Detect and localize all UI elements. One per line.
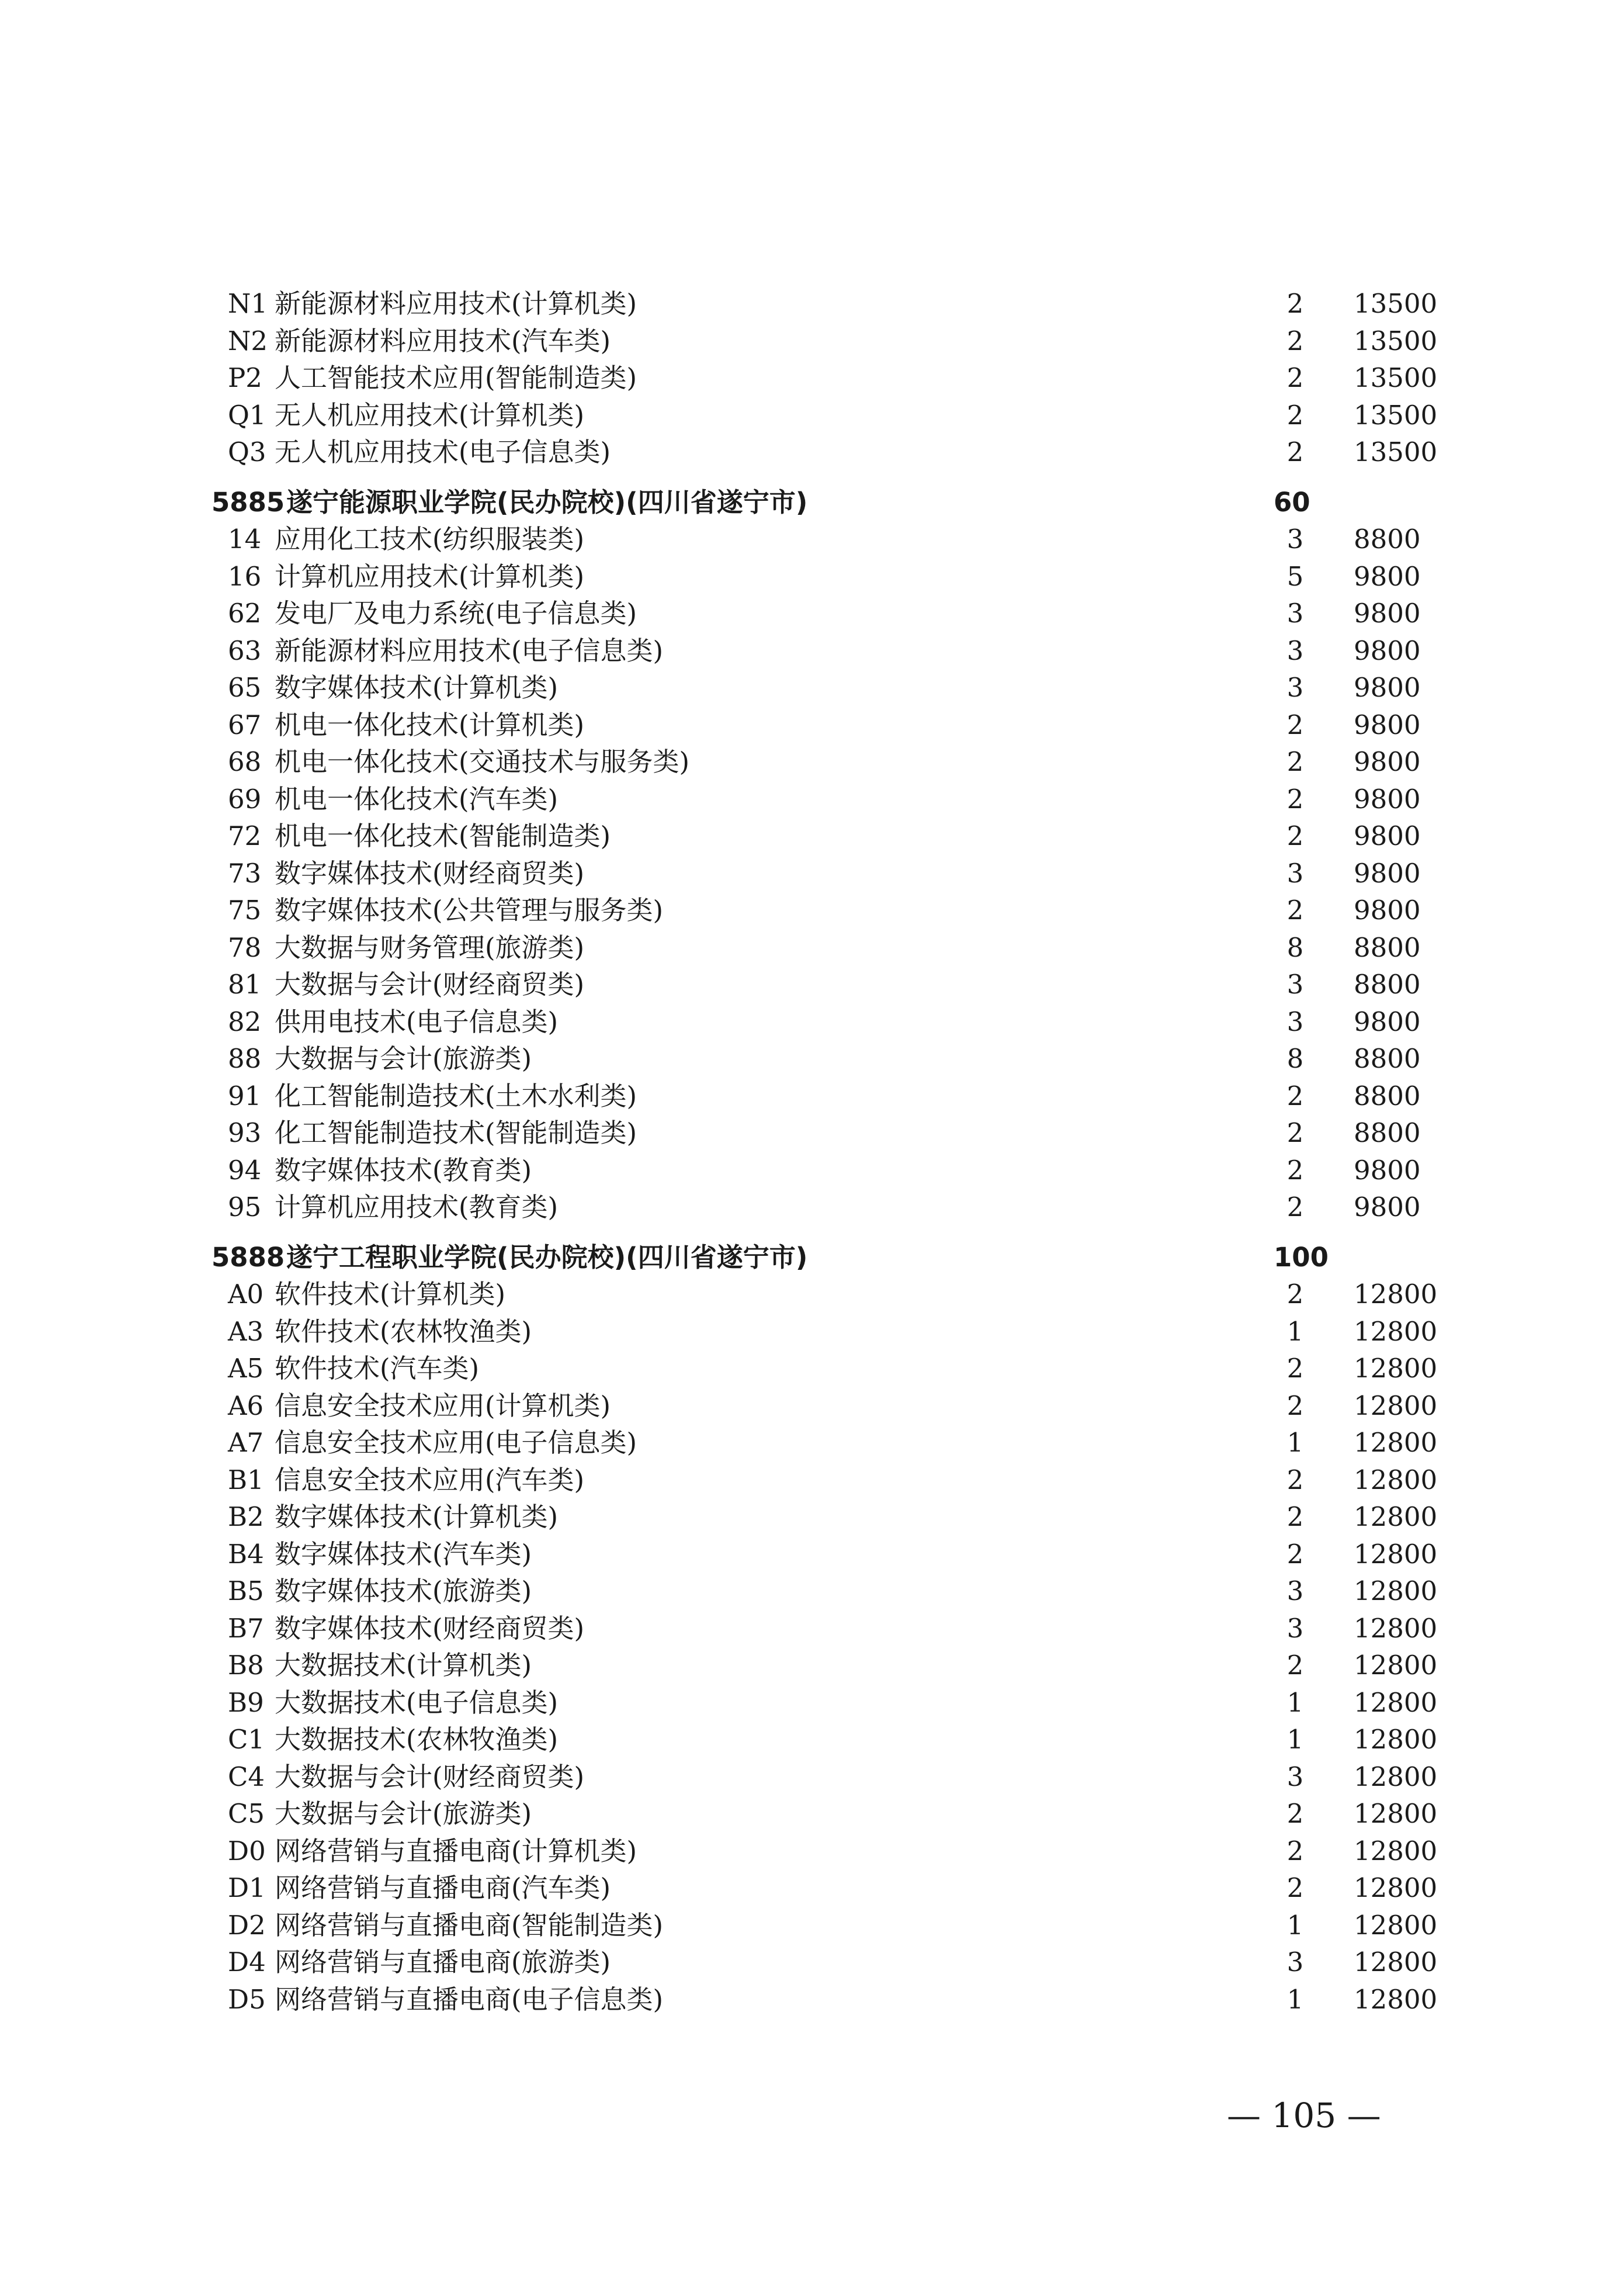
major-code: 91 (228, 1080, 262, 1111)
plan-count: 8 (1286, 1043, 1304, 1074)
major-code: 95 (228, 1192, 262, 1223)
major-name: 新能源材料应用技术(计算机类) (275, 288, 637, 319)
major-name: 数字媒体技术(旅游类) (275, 1575, 532, 1606)
major-name: 数字媒体技术(教育类) (275, 1154, 532, 1186)
tuition-fee: 8800 (1354, 524, 1421, 555)
major-code: 82 (228, 1006, 262, 1037)
page-number: — 105 — (1227, 2096, 1381, 2135)
tuition-fee: 12800 (1354, 1575, 1438, 1606)
plan-count: 2 (1286, 1117, 1304, 1148)
major-name: 网络营销与直播电商(智能制造类) (275, 1909, 664, 1941)
major-row (211, 595, 1459, 632)
major-code: 72 (228, 820, 262, 851)
major-row (211, 1573, 1459, 1610)
major-code: D4 (228, 1947, 266, 1978)
school-total: 100 (1274, 1241, 1329, 1273)
major-row (211, 1003, 1459, 1041)
major-code: 14 (228, 524, 262, 555)
major-name: 信息安全技术应用(计算机类) (275, 1390, 611, 1421)
major-code: A6 (228, 1390, 264, 1421)
plan-count: 2 (1286, 895, 1304, 926)
major-name: 网络营销与直播电商(旅游类) (275, 1947, 611, 1978)
major-row (211, 966, 1459, 1003)
tuition-fee: 12800 (1354, 1464, 1438, 1495)
major-name: 大数据与会计(旅游类) (275, 1043, 532, 1074)
major-row (211, 1189, 1459, 1226)
major-row (211, 1647, 1459, 1684)
tuition-fee: 12800 (1354, 1612, 1438, 1644)
tuition-fee: 12800 (1354, 1761, 1438, 1792)
major-name: 软件技术(农林牧渔类) (275, 1315, 532, 1347)
major-name: 软件技术(汽车类) (275, 1353, 480, 1384)
tuition-fee: 12800 (1354, 1872, 1438, 1903)
major-row (211, 707, 1459, 744)
major-name: 供用电技术(电子信息类) (275, 1006, 559, 1037)
major-row (211, 632, 1459, 670)
major-row (211, 1833, 1459, 1870)
major-name: 网络营销与直播电商(电子信息类) (275, 1983, 664, 2015)
major-row (211, 1536, 1459, 1573)
tuition-fee: 9800 (1354, 709, 1421, 740)
plan-count: 2 (1286, 437, 1304, 467)
admission-plan-list (211, 285, 1459, 2018)
major-row (211, 521, 1459, 558)
major-code: 73 (228, 857, 262, 889)
tuition-fee: 9800 (1354, 1154, 1421, 1186)
major-row (211, 1795, 1459, 1833)
major-row (211, 1610, 1459, 1647)
tuition-fee: 12800 (1354, 1724, 1438, 1755)
major-row (211, 781, 1459, 818)
plan-count: 3 (1286, 1947, 1304, 1978)
major-code: D2 (228, 1909, 266, 1941)
tuition-fee: 9800 (1354, 560, 1421, 592)
major-code: B9 (228, 1686, 264, 1718)
major-code: 63 (228, 635, 262, 666)
tuition-fee: 12800 (1354, 1501, 1438, 1532)
major-name: 信息安全技术应用(汽车类) (275, 1464, 585, 1495)
major-code: P2 (228, 362, 262, 393)
major-code: C5 (228, 1798, 265, 1829)
tuition-fee: 9800 (1354, 1192, 1421, 1223)
major-code: C4 (228, 1761, 265, 1792)
major-name: 大数据与会计(旅游类) (275, 1798, 532, 1829)
major-name: 无人机应用技术(电子信息类) (275, 437, 611, 467)
plan-count: 2 (1286, 325, 1304, 356)
major-name: 网络营销与直播电商(计算机类) (275, 1835, 637, 1866)
plan-count: 2 (1286, 1650, 1304, 1681)
major-name: 数字媒体技术(计算机类) (275, 672, 559, 703)
plan-count: 2 (1286, 1080, 1304, 1111)
tuition-fee: 12800 (1354, 1686, 1438, 1718)
major-name: 人工智能技术应用(智能制造类) (275, 362, 637, 393)
major-row (211, 1721, 1459, 1758)
tuition-fee: 8800 (1354, 931, 1421, 963)
major-code: D5 (228, 1983, 266, 2015)
tuition-fee: 9800 (1354, 783, 1421, 815)
major-name: 数字媒体技术(财经商贸类) (275, 1612, 585, 1644)
major-code: 81 (228, 969, 262, 1000)
major-row (211, 1313, 1459, 1350)
tuition-fee: 12800 (1354, 1983, 1438, 2015)
major-row (211, 1350, 1459, 1387)
tuition-fee: 9800 (1354, 857, 1421, 889)
plan-count: 1 (1286, 1315, 1304, 1347)
major-row (211, 743, 1459, 781)
tuition-fee: 13500 (1354, 399, 1438, 431)
major-code: 94 (228, 1154, 262, 1186)
major-name: 机电一体化技术(交通技术与服务类) (275, 746, 690, 777)
major-name: 新能源材料应用技术(汽车类) (275, 325, 611, 356)
school-header (211, 1239, 1459, 1276)
plan-count: 3 (1286, 1612, 1304, 1644)
major-name: 大数据与会计(财经商贸类) (275, 1761, 585, 1792)
plan-count: 3 (1286, 1575, 1304, 1606)
tuition-fee: 13500 (1354, 362, 1438, 393)
plan-count: 3 (1286, 524, 1304, 555)
major-name: 新能源材料应用技术(电子信息类) (275, 635, 664, 666)
tuition-fee: 9800 (1354, 672, 1421, 703)
major-name: 发电厂及电力系统(电子信息类) (275, 598, 637, 629)
tuition-fee: 12800 (1354, 1947, 1438, 1978)
major-row (211, 1498, 1459, 1536)
tuition-fee: 12800 (1354, 1279, 1438, 1310)
plan-count: 2 (1286, 288, 1304, 319)
tuition-fee: 9800 (1354, 895, 1421, 926)
plan-count: 2 (1286, 1279, 1304, 1310)
plan-count: 8 (1286, 931, 1304, 963)
major-code: B2 (228, 1501, 264, 1532)
major-row (211, 1981, 1459, 2018)
major-code: 69 (228, 783, 262, 815)
plan-count: 1 (1286, 1724, 1304, 1755)
tuition-fee: 12800 (1354, 1650, 1438, 1681)
major-code: B5 (228, 1575, 264, 1606)
major-name: 应用化工技术(纺织服装类) (275, 524, 585, 555)
major-code: N2 (228, 325, 268, 356)
plan-count: 1 (1286, 1983, 1304, 2015)
major-row (211, 1758, 1459, 1796)
major-row (211, 1907, 1459, 1944)
continued-rows (211, 285, 1459, 471)
tuition-fee: 13500 (1354, 325, 1438, 356)
plan-count: 1 (1286, 1686, 1304, 1718)
school-code: 5888 (211, 1241, 285, 1273)
major-code: N1 (228, 288, 268, 319)
major-row (211, 558, 1459, 595)
tuition-fee: 9800 (1354, 598, 1421, 629)
major-name: 大数据与财务管理(旅游类) (275, 931, 585, 963)
major-code: Q3 (228, 437, 266, 467)
tuition-fee: 8800 (1354, 1080, 1421, 1111)
plan-count: 3 (1286, 969, 1304, 1000)
major-code: D0 (228, 1835, 266, 1866)
major-name: 大数据技术(电子信息类) (275, 1686, 559, 1718)
major-row (211, 434, 1459, 471)
major-name: 化工智能制造技术(土木水利类) (275, 1080, 637, 1111)
major-code: B8 (228, 1650, 264, 1681)
major-row (211, 1276, 1459, 1313)
major-name: 机电一体化技术(计算机类) (275, 709, 585, 740)
tuition-fee: 13500 (1354, 288, 1438, 319)
major-row (211, 1869, 1459, 1907)
tuition-fee: 12800 (1354, 1315, 1438, 1347)
plan-count: 2 (1286, 1872, 1304, 1903)
plan-count: 2 (1286, 1538, 1304, 1570)
major-code: B4 (228, 1538, 264, 1570)
major-row (211, 397, 1459, 434)
tuition-fee: 12800 (1354, 1427, 1438, 1458)
plan-count: 2 (1286, 820, 1304, 851)
major-row (211, 1387, 1459, 1425)
major-row (211, 1944, 1459, 1981)
tuition-fee: 8800 (1354, 969, 1421, 1000)
major-name: 大数据技术(计算机类) (275, 1650, 532, 1681)
plan-count: 2 (1286, 1154, 1304, 1186)
major-code: 65 (228, 672, 262, 703)
plan-count: 2 (1286, 1464, 1304, 1495)
major-name: 数字媒体技术(汽车类) (275, 1538, 532, 1570)
plan-count: 2 (1286, 746, 1304, 777)
plan-count: 1 (1286, 1909, 1304, 1941)
major-name: 化工智能制造技术(智能制造类) (275, 1117, 637, 1148)
tuition-fee: 8800 (1354, 1043, 1421, 1074)
tuition-fee: 12800 (1354, 1835, 1438, 1866)
plan-count: 2 (1286, 783, 1304, 815)
plan-count: 2 (1286, 1390, 1304, 1421)
major-code: A7 (228, 1427, 264, 1458)
major-row (211, 1114, 1459, 1152)
plan-count: 2 (1286, 1192, 1304, 1223)
school-name: 遂宁能源职业学院(民办院校)(四川省遂宁市) (286, 486, 808, 518)
plan-count: 2 (1286, 1798, 1304, 1829)
major-name: 机电一体化技术(汽车类) (275, 783, 559, 815)
plan-count: 3 (1286, 857, 1304, 889)
major-code: C1 (228, 1724, 265, 1755)
major-code: B7 (228, 1612, 264, 1644)
major-name: 机电一体化技术(智能制造类) (275, 820, 611, 851)
tuition-fee: 9800 (1354, 1006, 1421, 1037)
major-code: 68 (228, 746, 262, 777)
major-row (211, 1684, 1459, 1722)
plan-count: 3 (1286, 672, 1304, 703)
school-name: 遂宁工程职业学院(民办院校)(四川省遂宁市) (286, 1241, 808, 1273)
major-code: 75 (228, 895, 262, 926)
plan-count: 3 (1286, 635, 1304, 666)
major-code: 78 (228, 931, 262, 963)
major-name: 大数据与会计(财经商贸类) (275, 969, 585, 1000)
major-name: 计算机应用技术(教育类) (275, 1192, 559, 1223)
plan-count: 3 (1286, 1006, 1304, 1037)
major-name: 信息安全技术应用(电子信息类) (275, 1427, 637, 1458)
major-name: 计算机应用技术(计算机类) (275, 560, 585, 592)
major-name: 数字媒体技术(计算机类) (275, 1501, 559, 1532)
major-name: 软件技术(计算机类) (275, 1279, 506, 1310)
plan-count: 2 (1286, 362, 1304, 393)
plan-count: 2 (1286, 709, 1304, 740)
major-row (211, 1078, 1459, 1115)
plan-count: 1 (1286, 1427, 1304, 1458)
major-row (211, 892, 1459, 929)
plan-count: 3 (1286, 1761, 1304, 1792)
major-row (211, 359, 1459, 397)
major-code: A5 (228, 1353, 264, 1384)
major-row (211, 855, 1459, 892)
major-row (211, 1462, 1459, 1499)
major-code: A0 (228, 1279, 264, 1310)
tuition-fee: 13500 (1354, 437, 1438, 467)
school-total: 60 (1274, 486, 1310, 518)
major-code: 16 (228, 560, 262, 592)
major-code: Q1 (228, 399, 266, 431)
major-name: 无人机应用技术(计算机类) (275, 399, 585, 431)
plan-count: 2 (1286, 399, 1304, 431)
major-code: 88 (228, 1043, 262, 1074)
tuition-fee: 9800 (1354, 746, 1421, 777)
major-row (211, 929, 1459, 967)
plan-count: 2 (1286, 1501, 1304, 1532)
major-row (211, 669, 1459, 707)
tuition-fee: 9800 (1354, 820, 1421, 851)
tuition-fee: 8800 (1354, 1117, 1421, 1148)
plan-count: 3 (1286, 598, 1304, 629)
major-code: A3 (228, 1315, 264, 1347)
major-name: 数字媒体技术(公共管理与服务类) (275, 895, 664, 926)
major-row (211, 1152, 1459, 1189)
major-row (211, 818, 1459, 855)
major-name: 大数据技术(农林牧渔类) (275, 1724, 559, 1755)
major-name: 网络营销与直播电商(汽车类) (275, 1872, 611, 1903)
major-code: B1 (228, 1464, 264, 1495)
tuition-fee: 12800 (1354, 1909, 1438, 1941)
major-code: 62 (228, 598, 262, 629)
plan-count: 5 (1286, 560, 1304, 592)
tuition-fee: 12800 (1354, 1353, 1438, 1384)
tuition-fee: 12800 (1354, 1538, 1438, 1570)
school-header (211, 484, 1459, 521)
school-code: 5885 (211, 486, 285, 518)
major-row (211, 285, 1459, 323)
major-name: 数字媒体技术(财经商贸类) (275, 857, 585, 889)
major-code: D1 (228, 1872, 266, 1903)
major-row (211, 1040, 1459, 1078)
plan-count: 2 (1286, 1835, 1304, 1866)
major-code: 67 (228, 709, 262, 740)
tuition-fee: 12800 (1354, 1390, 1438, 1421)
tuition-fee: 12800 (1354, 1798, 1438, 1829)
major-row (211, 1424, 1459, 1462)
plan-count: 2 (1286, 1353, 1304, 1384)
major-row (211, 323, 1459, 360)
major-code: 93 (228, 1117, 262, 1148)
tuition-fee: 9800 (1354, 635, 1421, 666)
